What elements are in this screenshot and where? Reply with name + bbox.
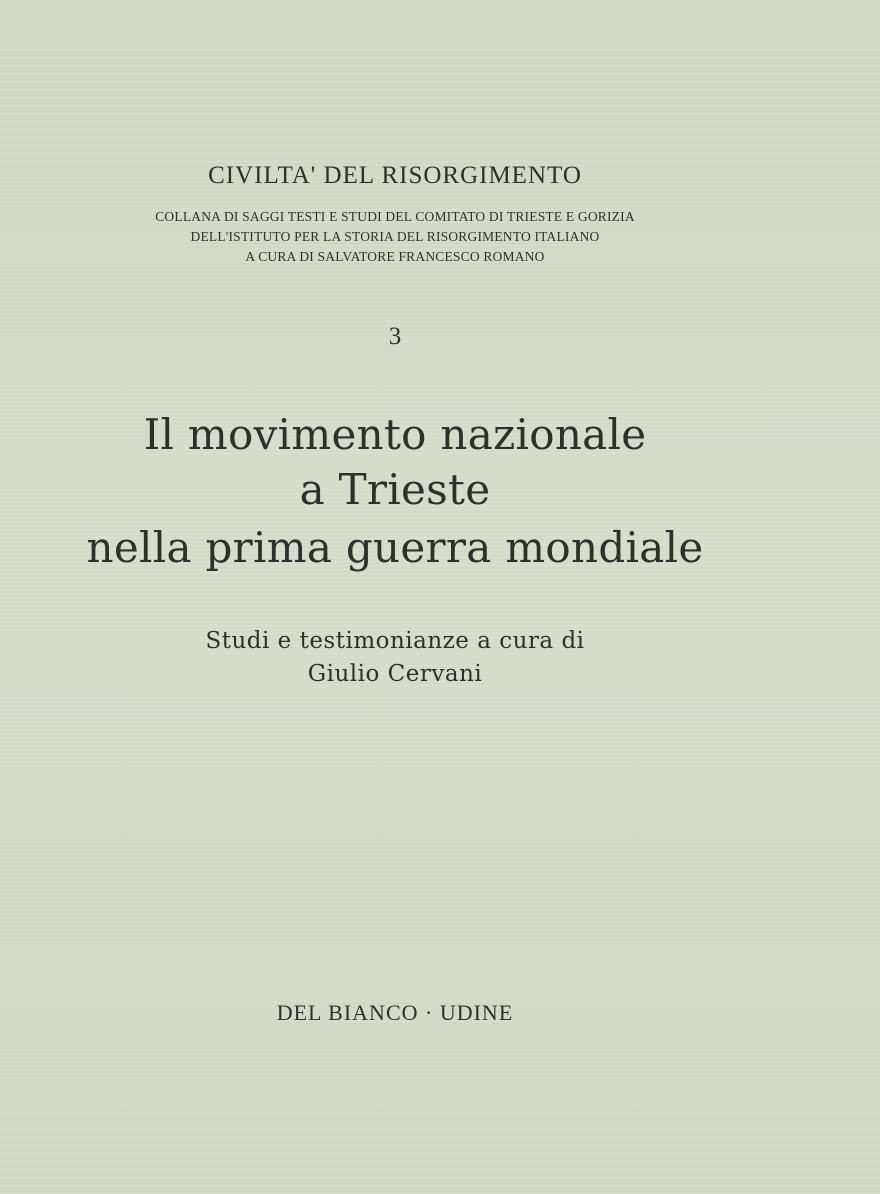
series-title: CIVILTA' DEL RISORGIMENTO xyxy=(208,162,582,189)
book-title-line: nella prima guerra mondiale xyxy=(86,523,704,572)
publisher-imprint: DEL BIANCO · UDINE xyxy=(276,1000,514,1025)
book-title-line: Il movimento nazionale xyxy=(143,410,647,459)
book-title-line: a Trieste xyxy=(299,465,491,514)
book-editor: Giulio Cervani xyxy=(307,661,483,687)
book-subtitle: Studi e testimonianze a cura di xyxy=(205,628,585,654)
series-editor-line: A CURA DI SALVATORE FRANCESCO ROMANO xyxy=(245,249,545,264)
series-description-line: COLLANA DI SAGGI TESTI E STUDI DEL COMITATO DI TRIESTE E GORIZIA xyxy=(155,209,635,224)
volume-number: 3 xyxy=(388,323,402,350)
series-description-line: DELL'ISTITUTO PER LA STORIA DEL RISORGIMENTO ITALIANO xyxy=(190,229,600,244)
